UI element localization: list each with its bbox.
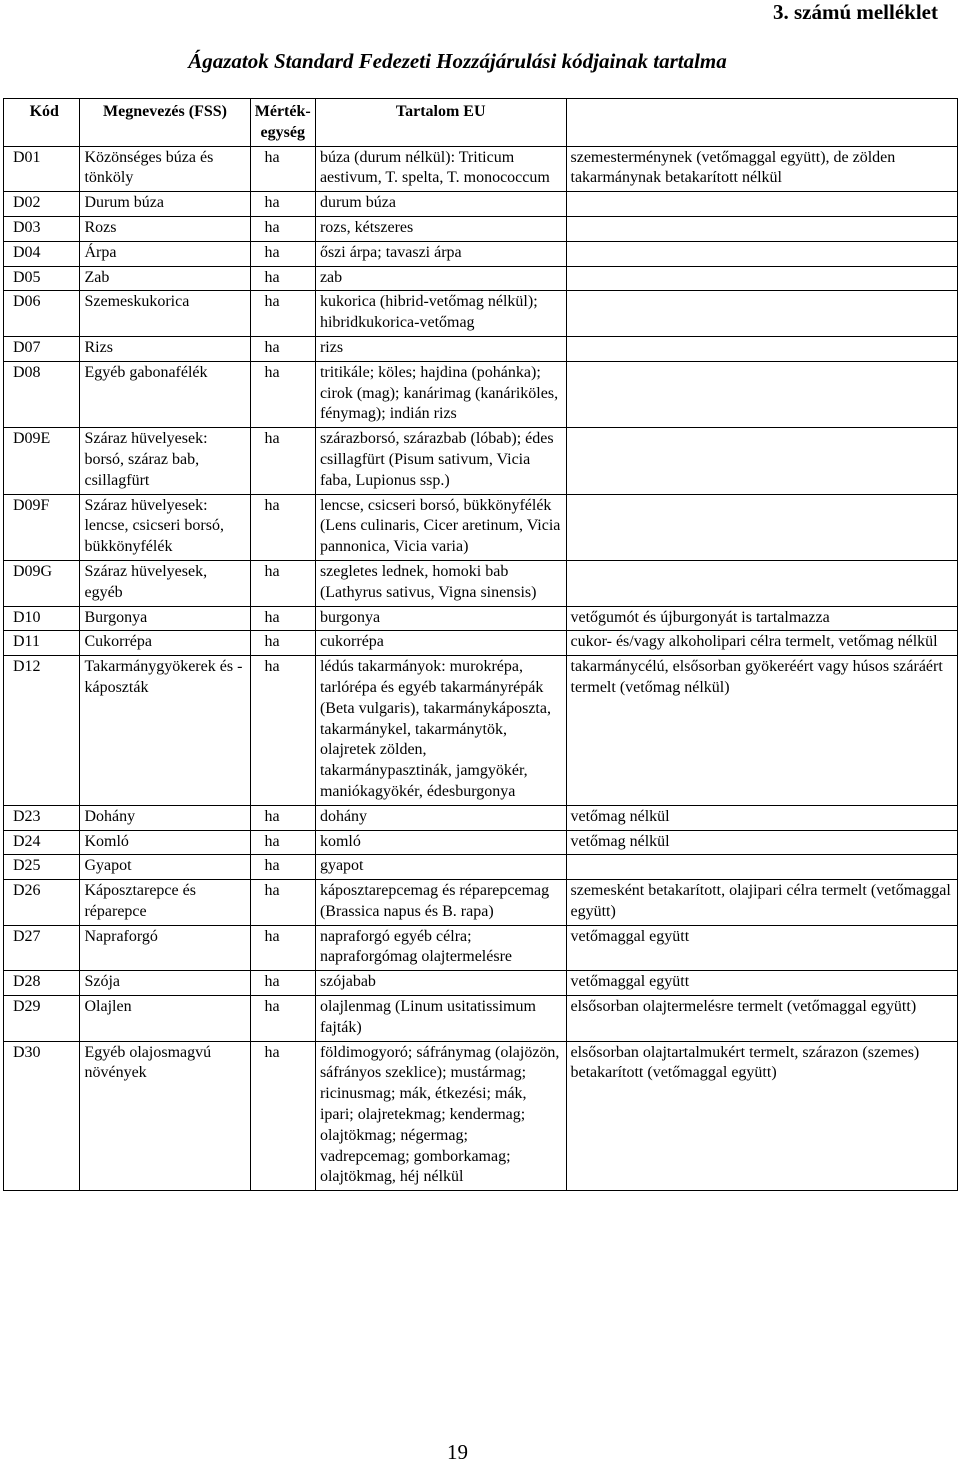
row-unit: ha (250, 805, 315, 830)
table-row (4, 855, 958, 880)
row-content: olajlenmag (Linum usitatissimum fajták) (315, 996, 566, 1042)
row-code: D26 (4, 880, 80, 926)
row-unit: ha (250, 880, 315, 926)
row-content: dohány (315, 805, 566, 830)
row-code: D11 (4, 631, 80, 656)
row-note: cukor- és/vagy alkoholipari célra termelt, vetőmag nélkül (566, 631, 958, 656)
row-name: Zab (80, 266, 250, 291)
row-content: rizs (315, 336, 566, 361)
row-content: szójabab (315, 971, 566, 996)
row-content: lédús takarmányok: murokrépa, tarlórépa és egyéb takarmányrépák (Beta vulgaris), takarmánykáposzta, takarmánykel, takarmánytök, olajretek zölden, takarmánypasztinák, jamgyökér, maniókagyökér, édesburgonya (315, 656, 566, 806)
row-code: D12 (4, 656, 80, 806)
table-row (4, 192, 958, 217)
row-content: tritikále; köles; hajdina (pohánka); cirok (mag); kanárimag (kanáriköles, fénymag); indián rizs (315, 361, 566, 427)
table-row (4, 880, 958, 926)
row-note (566, 241, 958, 266)
row-name: Cukorrépa (80, 631, 250, 656)
row-note (566, 428, 958, 494)
row-note: vetőgumót és újburgonyát is tartalmazza (566, 606, 958, 631)
row-content: napraforgó egyéb célra; napraforgómag olajtermelésre (315, 925, 566, 971)
row-code: D25 (4, 855, 80, 880)
row-content: őszi árpa; tavaszi árpa (315, 241, 566, 266)
row-content: káposztarepcemag és réparepcemag (Brassica napus és B. rapa) (315, 880, 566, 926)
table-row (4, 996, 958, 1042)
header-code: Kód (4, 99, 80, 147)
row-content: zab (315, 266, 566, 291)
row-content: rozs, kétszeres (315, 216, 566, 241)
row-unit: ha (250, 560, 315, 606)
row-note (566, 336, 958, 361)
row-content: búza (durum nélkül): Triticum aestivum, T. spelta, T. monococcum (315, 146, 566, 192)
row-content: földimogyoró; sáfránymag (olajözön, sáfrányos szeklice); mustármag; ricinusmag; mák, étkezési; mák, ipari; olajretekmag; kendermag; olajtökmag; négermag; vadrepcemag; gomborkamag; olajtökmag, héj nélkül (315, 1041, 566, 1191)
row-code: D10 (4, 606, 80, 631)
row-code: D09F (4, 494, 80, 560)
crop-code-table (3, 98, 958, 1191)
row-unit: ha (250, 266, 315, 291)
row-content: szegletes lednek, homoki bab (Lathyrus sativus, Vigna sinensis) (315, 560, 566, 606)
row-content: lencse, csicseri borsó, bükkönyfélék (Lens culinaris, Cicer aretinum, Vicia pannonica, Vicia varia) (315, 494, 566, 560)
row-code: D09G (4, 560, 80, 606)
row-unit: ha (250, 146, 315, 192)
row-code: D09E (4, 428, 80, 494)
row-note: vetőmaggal együtt (566, 971, 958, 996)
row-name: Szója (80, 971, 250, 996)
row-unit: ha (250, 291, 315, 337)
row-unit: ha (250, 241, 315, 266)
row-note: elsősorban olajtermelésre termelt (vetőmaggal együtt) (566, 996, 958, 1042)
row-note: takarmánycélú, elsősorban gyökeréért vagy húsos száráért termelt (vetőmag nélkül) (566, 656, 958, 806)
row-name: Gyapot (80, 855, 250, 880)
row-note (566, 361, 958, 427)
row-code: D28 (4, 971, 80, 996)
table-row (4, 266, 958, 291)
row-unit: ha (250, 925, 315, 971)
row-unit: ha (250, 1041, 315, 1191)
row-name: Árpa (80, 241, 250, 266)
row-name: Rozs (80, 216, 250, 241)
row-note (566, 291, 958, 337)
table-header-row (4, 99, 958, 147)
table-row (4, 216, 958, 241)
table-row (4, 146, 958, 192)
row-code: D06 (4, 291, 80, 337)
row-code: D27 (4, 925, 80, 971)
row-note: szemesterménynek (vetőmaggal együtt), de zölden takarmánynak betakarított nélkül (566, 146, 958, 192)
table-row (4, 241, 958, 266)
row-name: Takarmánygyökerek és -káposzták (80, 656, 250, 806)
row-code: D08 (4, 361, 80, 427)
row-note: elsősorban olajtartalmukért termelt, szárazon (szemes) betakarított (vetőmaggal együtt) (566, 1041, 958, 1191)
row-content: cukorrépa (315, 631, 566, 656)
row-name: Durum búza (80, 192, 250, 217)
table-row (4, 291, 958, 337)
row-unit: ha (250, 494, 315, 560)
row-unit: ha (250, 830, 315, 855)
row-unit: ha (250, 216, 315, 241)
row-name: Száraz hüvelyesek: borsó, száraz bab, csillagfürt (80, 428, 250, 494)
table-row (4, 428, 958, 494)
row-name: Burgonya (80, 606, 250, 631)
row-name: Komló (80, 830, 250, 855)
document-title: Ágazatok Standard Fedezeti Hozzájárulási kódjainak tartalma (188, 49, 727, 73)
row-content: komló (315, 830, 566, 855)
row-note (566, 216, 958, 241)
table-row (4, 494, 958, 560)
row-unit: ha (250, 361, 315, 427)
row-code: D05 (4, 266, 80, 291)
annex-label: 3. számú melléklet (772, 0, 938, 24)
row-name: Napraforgó (80, 925, 250, 971)
row-name: Közönséges búza és tönköly (80, 146, 250, 192)
row-note: vetőmag nélkül (566, 830, 958, 855)
row-code: D29 (4, 996, 80, 1042)
row-name: Egyéb gabonafélék (80, 361, 250, 427)
row-content: gyapot (315, 855, 566, 880)
row-name: Rizs (80, 336, 250, 361)
row-name: Káposztarepce és réparepce (80, 880, 250, 926)
row-code: D02 (4, 192, 80, 217)
row-note: szemesként betakarított, olajipari célra termelt (vetőmaggal együtt) (566, 880, 958, 926)
row-note (566, 494, 958, 560)
row-note (566, 266, 958, 291)
row-unit: ha (250, 855, 315, 880)
table-row (4, 830, 958, 855)
header-content: Tartalom EU (315, 99, 566, 147)
row-note: vetőmaggal együtt (566, 925, 958, 971)
row-content: durum búza (315, 192, 566, 217)
row-unit: ha (250, 192, 315, 217)
table-row (4, 656, 958, 806)
table-row (4, 560, 958, 606)
row-unit: ha (250, 336, 315, 361)
row-code: D04 (4, 241, 80, 266)
row-name: Szemeskukorica (80, 291, 250, 337)
row-name: Olajlen (80, 996, 250, 1042)
page-number: 19 (447, 1440, 468, 1464)
table-row (4, 1041, 958, 1191)
row-code: D23 (4, 805, 80, 830)
row-code: D30 (4, 1041, 80, 1191)
row-name: Száraz hüvelyesek, egyéb (80, 560, 250, 606)
row-name: Dohány (80, 805, 250, 830)
row-note (566, 560, 958, 606)
table-row (4, 925, 958, 971)
table-row (4, 971, 958, 996)
row-name: Száraz hüvelyesek: lencse, csicseri borsó, bükkönyfélék (80, 494, 250, 560)
row-unit: ha (250, 996, 315, 1042)
table-row (4, 606, 958, 631)
row-unit: ha (250, 606, 315, 631)
table-row (4, 361, 958, 427)
table-row (4, 631, 958, 656)
row-note: vetőmag nélkül (566, 805, 958, 830)
header-unit: Mérték-egység (250, 99, 315, 147)
row-unit: ha (250, 971, 315, 996)
row-note (566, 192, 958, 217)
row-code: D24 (4, 830, 80, 855)
row-code: D01 (4, 146, 80, 192)
table-row (4, 336, 958, 361)
table-body (4, 146, 958, 1191)
row-content: burgonya (315, 606, 566, 631)
row-content: kukorica (hibrid-vetőmag nélkül); hibridkukorica-vetőmag (315, 291, 566, 337)
header-name: Megnevezés (FSS) (80, 99, 250, 147)
row-unit: ha (250, 656, 315, 806)
row-code: D07 (4, 336, 80, 361)
row-code: D03 (4, 216, 80, 241)
row-unit: ha (250, 631, 315, 656)
row-content: szárazborsó, szárazbab (lóbab); édes csillagfürt (Pisum sativum, Vicia faba, Lupionus ssp.) (315, 428, 566, 494)
header-note (566, 99, 958, 147)
table-row (4, 805, 958, 830)
row-note (566, 855, 958, 880)
row-unit: ha (250, 428, 315, 494)
row-name: Egyéb olajosmagvú növények (80, 1041, 250, 1191)
